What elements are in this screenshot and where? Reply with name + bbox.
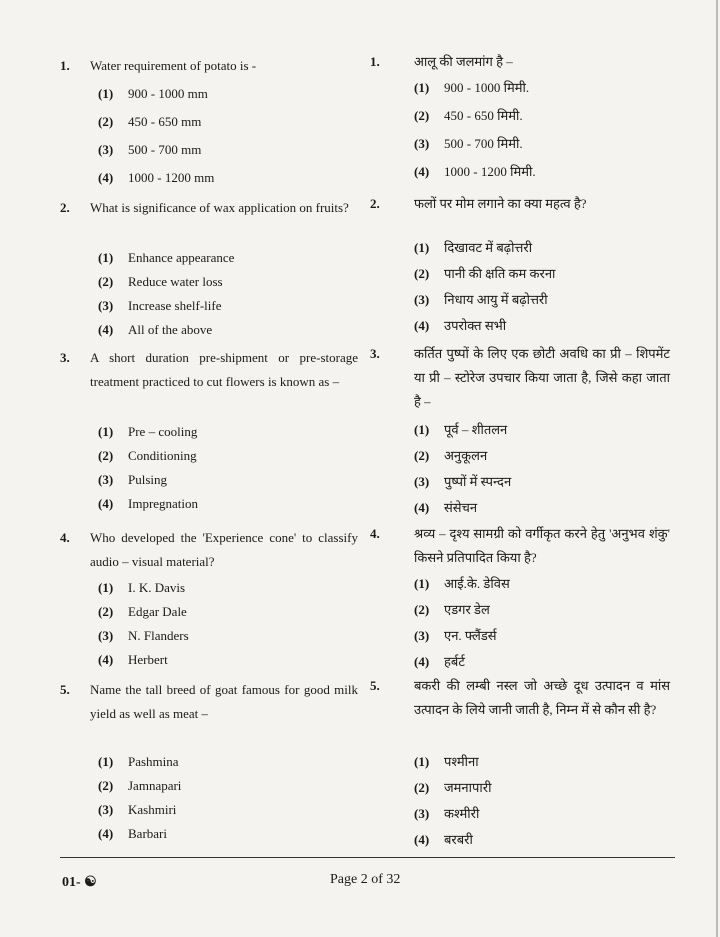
option: (4) उपरोक्त सभी [414, 318, 507, 333]
question-number: 5. [60, 682, 70, 697]
option: (4) Herbert [98, 652, 168, 667]
option: (1) 900 - 1000 mm [98, 86, 208, 101]
question-text: कर्तित पुष्पों के लिए एक छोटी अवधि का प्री – शिपमेंट या प्री – स्टोरेज उपचार किया जाता है, जिसे कहा जाता है – [414, 346, 670, 409]
question-number: 1. [60, 58, 70, 73]
question-text: Name the tall breed of goat famous for good milk yield as well as meat – [90, 682, 358, 721]
option: (1) Pre – cooling [98, 424, 198, 439]
option: (3) कश्मीरी [414, 806, 480, 821]
option: (2) Conditioning [98, 448, 197, 463]
option: (4) Barbari [98, 826, 167, 841]
option: (1) पश्मीना [414, 754, 479, 769]
option: (2) अनुकूलन [414, 448, 488, 463]
option: (3) Increase shelf-life [98, 298, 222, 313]
option: (3) एन. फ्लैंडर्स [414, 628, 497, 643]
option: (2) Edgar Dale [98, 604, 187, 619]
option: (2) एडगर डेल [414, 602, 490, 617]
option: (4) All of the above [98, 322, 213, 337]
question-number: 2. [370, 196, 380, 211]
option: (1) दिखावट में बढ़ोत्तरी [414, 240, 533, 255]
option: (4) संसेचन [414, 500, 478, 515]
option: (4) बरबरी [414, 832, 473, 847]
question-text: A short duration pre-shipment or pre-storage treatment practiced to cut flowers is known as – [90, 350, 358, 389]
question-number: 1. [370, 54, 380, 69]
option: (1) Pashmina [98, 754, 179, 769]
option: (4) हर्बर्ट [414, 654, 465, 669]
option: (2) 450 - 650 मिमी. [414, 108, 523, 123]
option: (1) 900 - 1000 मिमी. [414, 80, 530, 95]
question-text: बकरी की लम्बी नस्ल जो अच्छे दूध उत्पादन व मांस उत्पादन के लिये जानी जाती है, निम्न में से कौन सी है? [414, 678, 670, 717]
question-text: श्रव्य – दृश्य सामग्री को वर्गीकृत करने हेतु 'अनुभव शंकु' किसने प्रतिपादित किया है? [414, 526, 670, 565]
question-number: 4. [370, 526, 380, 541]
option: (1) Enhance appearance [98, 250, 235, 265]
option: (3) 500 - 700 mm [98, 142, 202, 157]
question-number: 5. [370, 678, 380, 693]
option: (1) I. K. Davis [98, 580, 186, 595]
option: (1) पूर्व – शीतलन [414, 422, 508, 437]
question-number: 2. [60, 200, 70, 215]
option: (4) 1000 - 1200 mm [98, 170, 215, 185]
option: (3) 500 - 700 मिमी. [414, 136, 523, 151]
question-number: 3. [60, 350, 70, 365]
scan-edge [716, 0, 718, 937]
option: (3) Pulsing [98, 472, 168, 487]
option: (2) Reduce water loss [98, 274, 223, 289]
footer-divider [60, 857, 675, 858]
option: (3) N. Flanders [98, 628, 189, 643]
option: (2) Jamnapari [98, 778, 182, 793]
option: (2) पानी की क्षति कम करना [414, 266, 556, 281]
question-text: आलू की जलमांग है – [414, 54, 513, 69]
question-text: Water requirement of potato is - [90, 58, 257, 73]
option: (2) 450 - 650 mm [98, 114, 202, 129]
option: (3) पुष्पों में स्पन्दन [414, 474, 512, 489]
question-text: फलों पर मोम लगाने का क्या महत्व है? [414, 196, 587, 211]
option: (4) 1000 - 1200 मिमी. [414, 164, 536, 179]
booklet-code: 01- ☯ [62, 875, 97, 890]
option: (3) निधाय आयु में बढ़ोत्तरी [414, 292, 548, 307]
question-number: 3. [370, 346, 380, 361]
option: (4) Impregnation [98, 496, 199, 511]
option: (3) Kashmiri [98, 802, 177, 817]
question-text: Who developed the 'Experience cone' to classify audio – visual material? [90, 530, 358, 569]
page-number: Page 2 of 32 [330, 872, 401, 887]
option: (2) जमनापारी [414, 780, 492, 795]
question-number: 4. [60, 530, 70, 545]
question-text: What is significance of wax application on fruits? [90, 200, 349, 215]
option: (1) आई.के. डेविस [414, 576, 510, 591]
